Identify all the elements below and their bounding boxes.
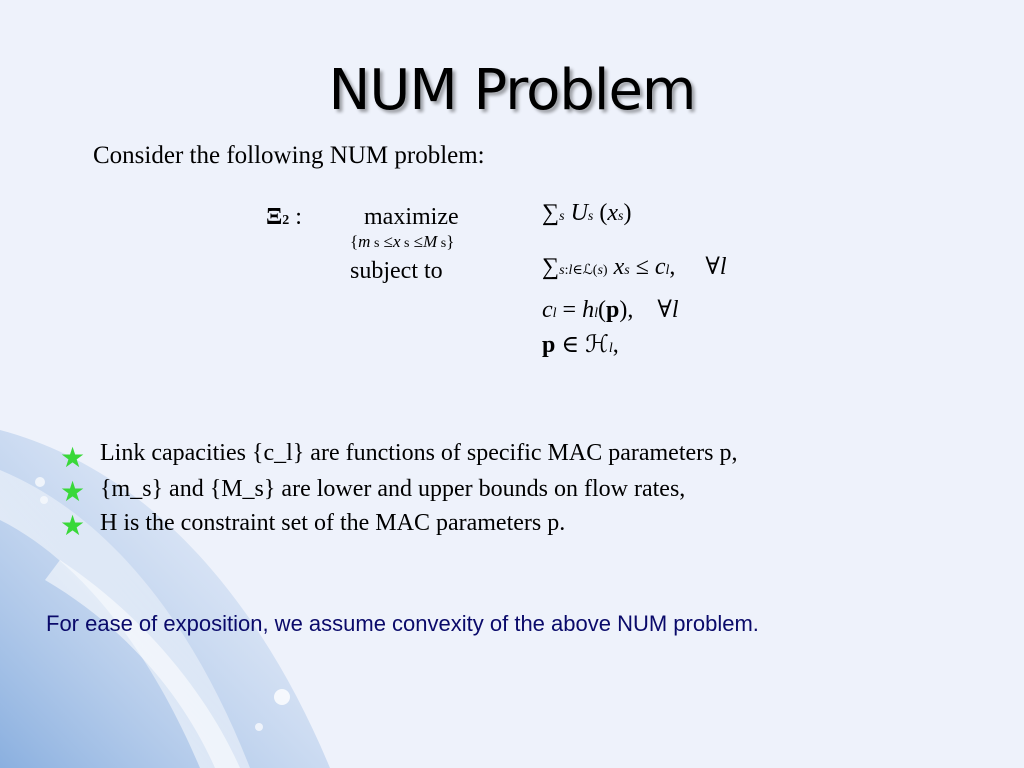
star-icon: ★ xyxy=(60,475,86,508)
subject-to-label: subject to xyxy=(350,258,443,284)
bullet-item-link-capacities: Link capacities {c_l} are functions of specific MAC parameters p, xyxy=(100,440,738,466)
slide-title: NUM Problem xyxy=(328,58,696,123)
maximize-label: maximize xyxy=(364,204,459,230)
bullet-item-constraint-set: H is the constraint set of the MAC parameters p. xyxy=(100,510,566,536)
objective-function: ∑s Us (xs) xyxy=(542,200,632,226)
maximize-constraint: {m s ≤x s ≤M s} xyxy=(350,232,455,251)
capacity-function-constraint: cl = hl(p), ∀l xyxy=(542,297,679,323)
parameter-set-constraint: p ∈ ℋl, xyxy=(542,332,619,358)
bullet-item-flow-bounds: {m_s} and {M_s} are lower and upper bounds on flow rates, xyxy=(100,476,686,502)
capacity-constraint: ∑s:l∈ℒ(s) xs ≤ cl, ∀l xyxy=(542,254,727,280)
star-icon: ★ xyxy=(60,441,86,474)
star-icon: ★ xyxy=(60,509,86,542)
intro-text: Consider the following NUM problem: xyxy=(93,142,485,169)
footer-note: For ease of exposition, we assume convexity of the above NUM problem. xyxy=(46,611,759,636)
problem-label: Ξ2 : xyxy=(266,204,302,230)
